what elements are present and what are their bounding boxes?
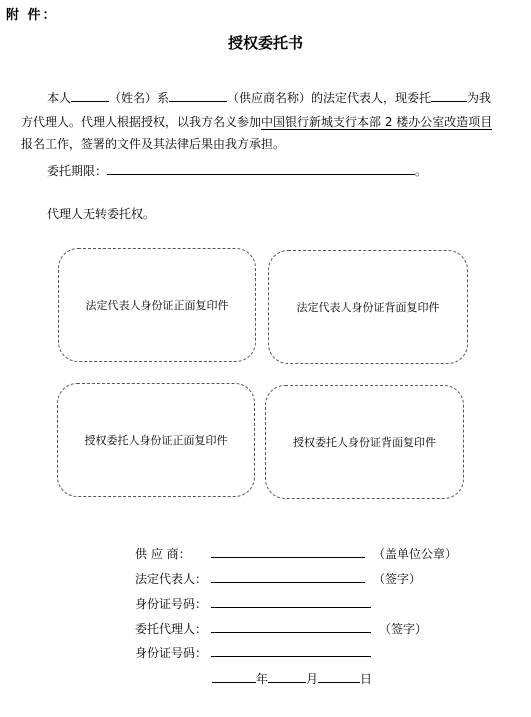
- agent-label: 委托代理人：: [135, 622, 208, 636]
- legal-rep-note: （签字）: [373, 572, 422, 586]
- text-self: 本人: [47, 91, 72, 105]
- supplier-label: 供 应 商：: [135, 547, 191, 561]
- id-number-line-1[interactable]: [211, 593, 371, 608]
- agent-row: [135, 618, 427, 636]
- month-label: 月: [306, 672, 319, 686]
- year-label: 年: [256, 672, 269, 686]
- legal-rep-id-front-box: [58, 248, 256, 362]
- supplier-note: （盖单位公章）: [373, 547, 458, 561]
- paragraph-line-1: [47, 88, 491, 107]
- attachment-label: 附 件：: [6, 8, 58, 23]
- legal-rep-id-back-box: [268, 250, 468, 364]
- legal-rep-id-back-label: 法定代表人身份证背面复印件: [296, 301, 440, 314]
- agent-id-front-box: [57, 383, 255, 497]
- date-row: [212, 668, 372, 688]
- id-number-label-2: 身份证号码：: [135, 646, 208, 660]
- supplier-blank[interactable]: [169, 88, 227, 102]
- term-label: 委托期限：: [47, 164, 108, 178]
- document-title: 授权委托书: [227, 34, 303, 52]
- agent-id-back-label: 授权委托人身份证背面复印件: [293, 436, 436, 449]
- legal-rep-line[interactable]: [211, 568, 365, 583]
- paragraph-line-3: 报名工作，签署的文件及其法律后果由我方承担。: [21, 137, 286, 151]
- id-number-label-1: 身份证号码：: [135, 597, 208, 611]
- paragraph-line-2: [21, 113, 492, 131]
- legal-rep-label: 法定代表人：: [135, 572, 208, 586]
- no-transfer-text: 代理人无转委托权。: [47, 207, 156, 221]
- text-for-us: 为我: [467, 91, 492, 105]
- id-number-line-2[interactable]: [211, 642, 371, 657]
- day-label: 日: [360, 672, 373, 686]
- term-end: 。: [415, 164, 428, 178]
- agent-line[interactable]: [211, 618, 371, 633]
- agent-id-back-box: [265, 385, 464, 499]
- text-supplier-label: （供应商名称）的法定代表人，现委托: [227, 91, 432, 105]
- day-blank[interactable]: [318, 668, 360, 683]
- text-agent-intro: 方代理人。代理人根据授权，以我方名义参加: [21, 115, 262, 129]
- agent-blank[interactable]: [431, 88, 467, 102]
- term-line: [47, 161, 427, 180]
- supplier-row: [135, 543, 457, 561]
- legal-rep-row: [135, 568, 421, 586]
- project-name: 中国银行新城支行本部 2 楼办公室改造项目: [261, 115, 493, 129]
- agent-id-front-label: 授权委托人身份证正面复印件: [84, 434, 228, 447]
- legal-rep-id-front-label: 法定代表人身份证正面复印件: [85, 299, 229, 312]
- text-name-label: （姓名）系: [109, 91, 170, 105]
- year-blank[interactable]: [212, 668, 256, 683]
- name-blank[interactable]: [71, 88, 109, 102]
- id-number-row-2: [135, 642, 371, 660]
- agent-note: （签字）: [379, 622, 428, 636]
- month-blank[interactable]: [268, 668, 306, 683]
- id-number-row-1: [135, 593, 371, 611]
- supplier-line[interactable]: [211, 543, 365, 558]
- term-blank[interactable]: [107, 161, 415, 175]
